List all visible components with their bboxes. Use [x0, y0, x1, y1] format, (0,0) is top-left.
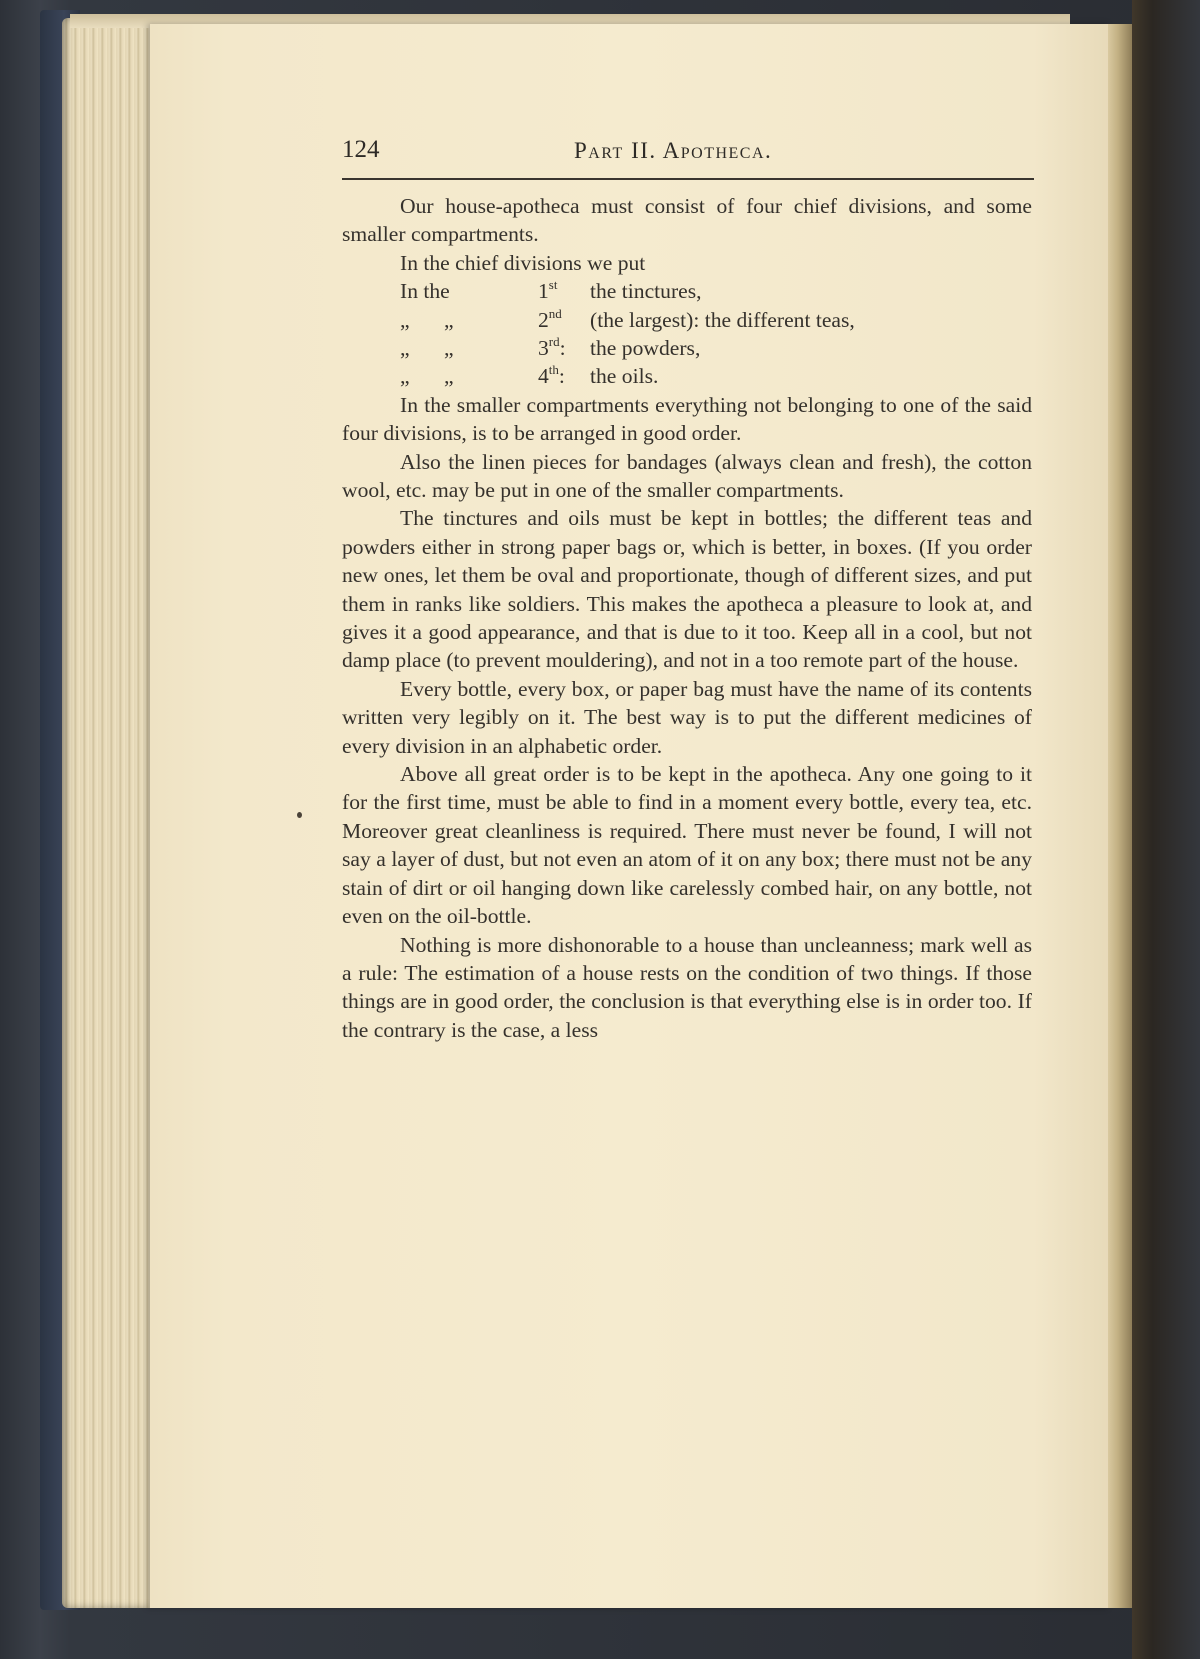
ditto-mark: „ — [444, 307, 455, 332]
paragraph: In the smaller compartments everything not belonging to one of the said four divisions, is to be arranged in good order. — [342, 392, 1032, 446]
list-text: the powders, — [590, 336, 701, 360]
running-head-title: Part II. Apotheca. — [574, 138, 773, 163]
paragraph: Also the linen pieces for bandages (always clean and fresh), the cotton wool, etc. may be put in one of the smaller compartments. — [342, 449, 1032, 502]
page-number: 124 — [342, 136, 380, 163]
list-ordinal: 4th: — [538, 362, 565, 389]
page-right-edge — [1108, 24, 1132, 1608]
list-item — [342, 306, 1032, 334]
list-text: (the largest): the different teas, — [590, 307, 855, 332]
paragraph: The tinctures and oils must be kept in bottles; the different teas and powders either in strong paper bags or, which is better, in boxes. (If you order new ones, let them be oval and proportionate, though of different sizes, and put them in ranks like soldiers. This makes the apotheca a pleasure to look at, and gives it a good appearance, and that is due to it too. Keep all in a cool, but not damp place (to prevent mouldering), and not in a too remote part of the house. — [342, 506, 1032, 673]
list-item — [342, 334, 1032, 362]
paragraph: Every bottle, every box, or paper bag must have the name of its contents written very legibly on it. The best way is to put the different medicines of every division in an alphabetic order. — [342, 676, 1032, 758]
body-text — [342, 192, 1032, 1044]
paragraph: Nothing is more dishonorable to a house than uncleanness; mark well as a rule: The estimation of a house rests on the condition of two things. If those things are in good order, the conclusion is that everything else is in order too. If the contrary is the case, a less — [342, 932, 1032, 1042]
ink-speck — [297, 812, 302, 818]
list-item — [342, 277, 1032, 305]
paragraph: Above all great order is to be kept in the apotheca. Any one going to it for the first time, must be able to find in a moment every bottle, every tea, etc. Moreover great cleanliness is required. There must never be found, I will not say a layer of dust, but not even an atom of it on any box; there must not be any stain of dirt or oil hanging down like carelessly combed hair, on any bottle, not even on the oil-bottle. — [342, 762, 1032, 929]
divisions-list — [342, 277, 1032, 391]
list-lead: In the — [400, 279, 450, 304]
ditto-mark: „ — [444, 336, 455, 360]
gutter-shadow — [1132, 0, 1200, 1659]
list-ordinal: 2nd — [538, 305, 562, 332]
list-ordinal: 1st — [538, 277, 558, 304]
list-ordinal: 3rd: — [538, 334, 566, 360]
ditto-mark: „ — [444, 364, 455, 389]
list-text: the tinctures, — [590, 279, 702, 304]
paragraph: In the chief divisions we put — [400, 250, 646, 275]
list-text: the oils. — [590, 364, 659, 389]
ditto-mark: „ — [400, 307, 411, 332]
running-head — [342, 136, 1032, 176]
paragraph: Our house-apotheca must consist of four chief divisions, and some smaller compartments. — [342, 194, 1032, 247]
ditto-mark: „ — [400, 336, 411, 360]
header-rule — [342, 178, 1034, 180]
list-item — [342, 362, 1032, 390]
page-stack-edges — [62, 18, 162, 1608]
ditto-mark: „ — [400, 364, 411, 389]
